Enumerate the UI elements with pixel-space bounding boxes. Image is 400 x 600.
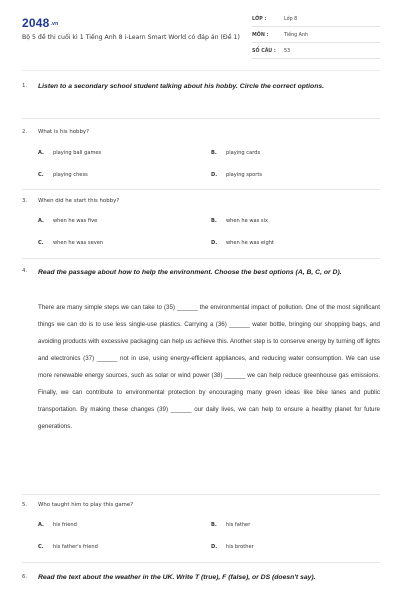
option-letter: C. xyxy=(38,240,44,246)
divider xyxy=(22,189,380,190)
option-text: his father xyxy=(226,522,251,528)
option-d[interactable] xyxy=(211,240,274,246)
option-b[interactable] xyxy=(211,218,268,224)
header-divider xyxy=(22,70,380,71)
meta-class-row xyxy=(252,13,380,27)
option-c[interactable] xyxy=(38,240,103,246)
option-letter: B. xyxy=(211,218,217,224)
option-c[interactable] xyxy=(38,544,98,550)
question-text: When did he start this hobby? xyxy=(38,198,120,204)
document-title: Bộ 5 đề thi cuối kì 1 Tiếng Anh 8 i-Learn Smart World có đáp án (Đề 1) xyxy=(22,34,240,41)
option-b[interactable] xyxy=(211,150,260,156)
meta-class-value: Lớp 8 xyxy=(284,17,298,22)
option-text: when he was six xyxy=(226,218,269,224)
reading-passage xyxy=(38,299,380,435)
section-instruction: Listen to a secondary school student talking about his hobby. Circle the correct options. xyxy=(38,83,325,90)
question-text: What is his hobby? xyxy=(38,129,89,135)
option-text: when he was five xyxy=(53,218,98,224)
site-logo[interactable] xyxy=(22,16,58,30)
option-letter: D. xyxy=(211,544,218,550)
divider xyxy=(22,118,380,119)
meta-count-value: 53 xyxy=(284,49,291,54)
option-text: when he was eight xyxy=(226,240,274,246)
option-text: playing cards xyxy=(226,150,261,156)
meta-subject-label: MÔN : xyxy=(252,33,269,38)
logo-suffix: .vn xyxy=(50,21,59,27)
option-text: his brother xyxy=(226,544,254,550)
question-text: Who taught him to play this game? xyxy=(38,502,134,508)
option-a[interactable] xyxy=(38,150,101,156)
meta-count-label: SỐ CÂU : xyxy=(252,49,276,54)
section-instruction: Read the passage about how to help the environment. Choose the best options (A, B, C, or D). xyxy=(38,269,342,276)
option-letter: A. xyxy=(38,522,44,528)
option-d[interactable] xyxy=(211,172,262,178)
option-letter: C. xyxy=(38,172,44,178)
divider xyxy=(22,494,380,495)
option-letter: C. xyxy=(38,544,44,550)
option-letter: A. xyxy=(38,218,44,224)
divider xyxy=(22,258,380,259)
section-number: 6. xyxy=(22,574,28,580)
option-text: playing sports xyxy=(226,172,263,178)
section-instruction: Read the text about the weather in the UK. Write T (true), F (false), or DS (doesn't say). xyxy=(38,574,316,581)
option-a[interactable] xyxy=(38,522,77,528)
option-letter: D. xyxy=(211,240,218,246)
question-number: 3. xyxy=(22,198,28,204)
question-number: 2. xyxy=(22,129,28,135)
meta-subject-row xyxy=(252,29,380,43)
option-b[interactable] xyxy=(211,522,250,528)
divider xyxy=(22,562,380,563)
option-letter: B. xyxy=(211,150,217,156)
option-letter: D. xyxy=(211,172,218,178)
section-number: 1. xyxy=(22,83,28,89)
question-number: 5. xyxy=(22,502,28,508)
option-letter: A. xyxy=(38,150,44,156)
meta-subject-value: Tiếng Anh xyxy=(284,33,309,38)
logo-text: 2048 xyxy=(22,16,50,30)
meta-class-label: LỚP : xyxy=(252,17,267,22)
passage-text: There are many simple steps we can take to (35) ______ the environmental impact of pollution. One of the most significant things we can do is to use less single-use plastics. Carrying a (36) ______ water bottle, bringing our shopping bags, and avoiding products with excessive packaging can help us achieve this. Another step is to conserve energy by turning off lights and electronics (37) ______ not in use, using energy-efficient appliances, and reducing water consumption. We can use more renewable energy sources, such as solar or wind power (38) ______ we can help reduce greenhouse gas emissions. Finally, we can contribute to environmental protection by encouraging many green ideas like bike lanes and public transportation. By making these changes (39) ______ our daily lives, we can help to ensure a healthy planet for future generations. xyxy=(38,304,380,430)
option-c[interactable] xyxy=(38,172,88,178)
option-text: his father's friend xyxy=(53,544,98,550)
section-number: 4. xyxy=(22,268,28,274)
option-text: playing ball games xyxy=(53,150,102,156)
option-text: when he was seven xyxy=(53,240,104,246)
document-header xyxy=(0,0,400,72)
option-text: his friend xyxy=(53,522,77,528)
option-a[interactable] xyxy=(38,218,97,224)
option-letter: B. xyxy=(211,522,217,528)
option-text: playing chess xyxy=(53,172,88,178)
meta-count-row xyxy=(252,45,380,59)
option-d[interactable] xyxy=(211,544,254,550)
